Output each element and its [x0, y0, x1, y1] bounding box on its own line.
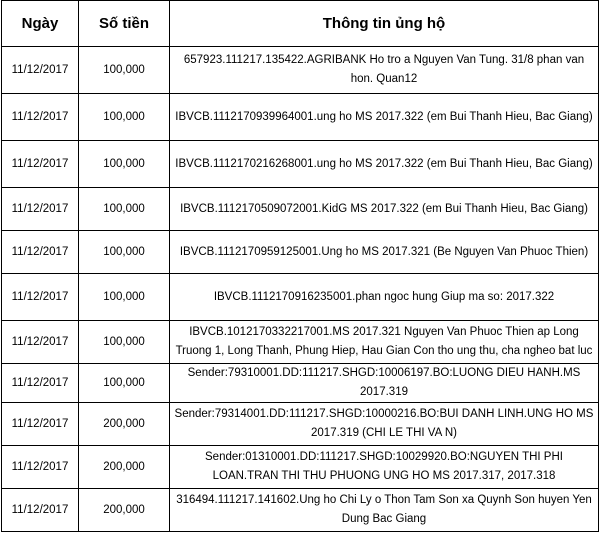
table-row [2, 364, 599, 403]
row-info: Sender:79314001.DD:111217.SHGD:10000216.BO:BUI DANH LINH.UNG HO MS 2017.319 (CHI LE THI VA N) [170, 403, 599, 446]
table-row [2, 47, 599, 94]
row-amount: 100,000 [79, 47, 170, 94]
row-date: 11/12/2017 [2, 274, 79, 321]
row-info: IBVCB.1012170332217001.MS 2017.321 Nguyen Van Phuoc Thien ap Long Truong 1, Long Thanh, Phung Hiep, Hau Gian Con tho ung thu, cha ngheo bat luc [170, 321, 599, 364]
row-date: 11/12/2017 [2, 403, 79, 446]
row-amount: 200,000 [79, 403, 170, 446]
row-info: IBVCB.1112170509072001.KidG MS 2017.322 (em Bui Thanh Hieu, Bac Giang) [170, 188, 599, 231]
table-row [2, 274, 599, 321]
row-amount: 100,000 [79, 94, 170, 141]
table-row [2, 231, 599, 274]
row-amount: 100,000 [79, 141, 170, 188]
table-row [2, 321, 599, 364]
row-info: Sender:79310001.DD:111217.SHGD:10006197.BO:LUONG DIEU HANH.MS 2017.319 [170, 364, 599, 403]
row-amount: 100,000 [79, 231, 170, 274]
row-info: 657923.111217.135422.AGRIBANK Ho tro a Nguyen Van Tung. 31/8 phan van hon. Quan12 [170, 47, 599, 94]
row-info: IBVCB.1112170216268001.ung ho MS 2017.322 (em Bui Thanh Hieu, Bac Giang) [170, 141, 599, 188]
row-date: 11/12/2017 [2, 188, 79, 231]
row-date: 11/12/2017 [2, 141, 79, 188]
row-date: 11/12/2017 [2, 47, 79, 94]
row-date: 11/12/2017 [2, 489, 79, 532]
table-row [2, 141, 599, 188]
table-row [2, 188, 599, 231]
table-row [2, 489, 599, 532]
table-row [2, 94, 599, 141]
table-row [2, 403, 599, 446]
row-info: 316494.111217.141602.Ung ho Chi Ly o Thon Tam Son xa Quynh Son huyen Yen Dung Bac Giang [170, 489, 599, 532]
row-date: 11/12/2017 [2, 446, 79, 489]
header-date: Ngày [2, 1, 79, 47]
row-amount: 100,000 [79, 188, 170, 231]
donation-table [1, 0, 599, 532]
header-info: Thông tin ủng hộ [170, 1, 599, 47]
row-amount: 100,000 [79, 321, 170, 364]
row-info: IBVCB.1112170959125001.Ung ho MS 2017.321 (Be Nguyen Van Phuoc Thien) [170, 231, 599, 274]
row-info: IBVCB.1112170916235001.phan ngoc hung Giup ma so: 2017.322 [170, 274, 599, 321]
row-amount: 100,000 [79, 274, 170, 321]
row-date: 11/12/2017 [2, 94, 79, 141]
row-date: 11/12/2017 [2, 231, 79, 274]
table-row [2, 446, 599, 489]
row-date: 11/12/2017 [2, 321, 79, 364]
row-date: 11/12/2017 [2, 364, 79, 403]
row-amount: 200,000 [79, 446, 170, 489]
row-info: IBVCB.1112170939964001.ung ho MS 2017.322 (em Bui Thanh Hieu, Bac Giang) [170, 94, 599, 141]
header-amount: Số tiền [79, 1, 170, 47]
row-info: Sender:01310001.DD:111217.SHGD:10029920.BO:NGUYEN THI PHI LOAN.TRAN THI THU PHUONG UNG HO MS 2017.317, 2017.318 [170, 446, 599, 489]
row-amount: 200,000 [79, 489, 170, 532]
header-row [2, 1, 599, 47]
row-amount: 100,000 [79, 364, 170, 403]
